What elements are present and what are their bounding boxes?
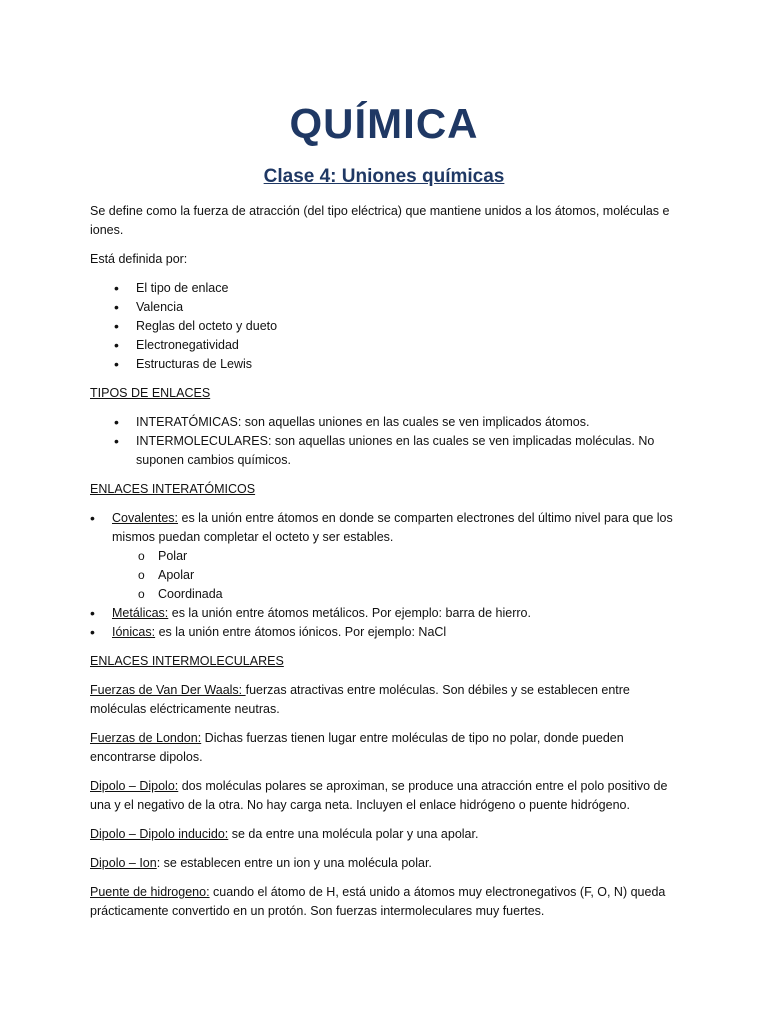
- definition-term: Dipolo – Dipolo inducido:: [90, 827, 229, 841]
- definition-paragraph: [90, 854, 680, 873]
- definition-text: se da entre una molécula polar y una apolar.: [228, 827, 479, 841]
- tipos-heading: TIPOS DE ENLACES: [90, 386, 211, 400]
- metalicas-term: Metálicas:: [112, 606, 169, 620]
- definition-paragraph: [90, 681, 680, 719]
- definition-text: fuerzas atractivas entre moléculas. Son débiles y se establecen entre moléculas eléctricamente neutras.: [90, 683, 630, 716]
- list-item: [90, 623, 680, 642]
- list-item: o Coordinada: [112, 585, 680, 604]
- definition-paragraph: [90, 729, 680, 767]
- ionicas-text: es la unión entre átomos iónicos. Por ejemplo: NaCl: [155, 625, 447, 639]
- covalentes-term: Covalentes:: [112, 511, 179, 525]
- list-item: o Apolar: [112, 566, 680, 585]
- definition-term: Dipolo – Dipolo:: [90, 779, 179, 793]
- list-item: • Reglas del octeto y dueto: [90, 317, 680, 336]
- list-item: [90, 509, 680, 604]
- interatomicos-heading: ENLACES INTERATÓMICOS: [90, 482, 256, 496]
- document-body: [90, 202, 680, 931]
- defined-by-label: Está definida por:: [90, 252, 188, 266]
- tipos-list: [90, 413, 680, 470]
- definition-text: cuando el átomo de H, está unido a átomos muy electronegativos (F, O, N) queda prácticamente convertido en un protón. Son fuerzas intermoleculares muy fuertes.: [90, 885, 666, 918]
- list-item: • Estructuras de Lewis: [90, 355, 680, 374]
- definition-text: Dichas fuerzas tienen lugar entre moléculas de tipo no polar, donde pueden encontrarse dipolos.: [90, 731, 624, 764]
- list-item: [90, 604, 680, 623]
- interatomicos-list: [90, 509, 680, 642]
- covalentes-text: es la unión entre átomos en donde se comparten electrones del último nivel para que los mismos puedan completar el octeto y ser estables.: [112, 511, 673, 544]
- definition-term: Fuerzas de Van Der Waals:: [90, 683, 246, 697]
- defined-by-list: [90, 279, 680, 374]
- definition-text: dos moléculas polares se aproximan, se produce una atracción entre el polo positivo de una y el negativo de la otra. No hay carga neta. Incluyen el enlace hidrógeno o puente hidrógeno.: [90, 779, 668, 812]
- list-item: • INTERATÓMICAS: son aquellas uniones en las cuales se ven implicados átomos.: [90, 413, 680, 432]
- definition-term: Dipolo – Ion: [90, 856, 157, 870]
- list-item: • INTERMOLECULARES: son aquellas uniones en las cuales se ven implicadas moléculas. No suponen cambios químicos.: [90, 432, 680, 470]
- covalentes-sublist: [112, 547, 680, 604]
- intro-paragraph: Se define como la fuerza de atracción (del tipo eléctrica) que mantiene unidos a los átomos, moléculas e iones.: [90, 204, 670, 237]
- list-item: • El tipo de enlace: [90, 279, 680, 298]
- metalicas-text: es la unión entre átomos metálicos. Por ejemplo: barra de hierro.: [168, 606, 531, 620]
- definition-text: : se establecen entre un ion y una molécula polar.: [156, 856, 432, 870]
- ionicas-term: Iónicas:: [112, 625, 156, 639]
- definition-paragraph: [90, 825, 680, 844]
- list-item: • Valencia: [90, 298, 680, 317]
- definition-paragraph: [90, 883, 680, 921]
- definition-term: Puente de hidrogeno:: [90, 885, 210, 899]
- list-item: • Electronegatividad: [90, 336, 680, 355]
- page-title: QUÍMICA: [289, 100, 479, 147]
- definition-term: Fuerzas de London:: [90, 731, 202, 745]
- list-item: o Polar: [112, 547, 680, 566]
- page-subtitle: Clase 4: Uniones químicas: [263, 166, 505, 187]
- intermoleculares-heading: ENLACES INTERMOLECULARES: [90, 654, 284, 668]
- definition-paragraph: [90, 777, 680, 815]
